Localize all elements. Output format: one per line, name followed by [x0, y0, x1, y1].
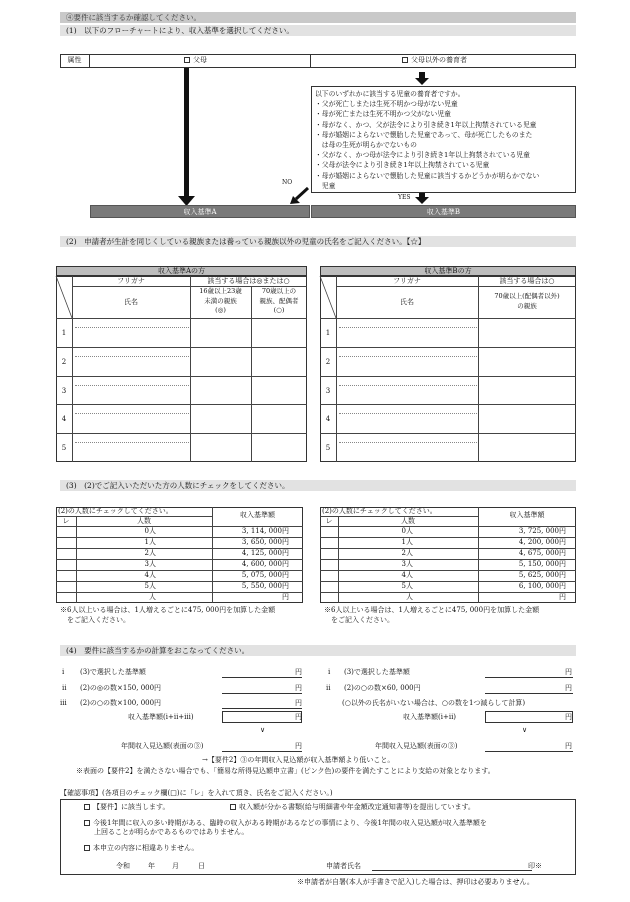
standard-a-bar: 収入基準A — [90, 205, 310, 218]
amount-check-cell[interactable] — [56, 549, 76, 559]
furigana-field[interactable] — [75, 349, 189, 357]
arrow-to-a-shaft — [184, 68, 189, 198]
a-note-line1: ※6人以上いる場合は、1人増えるごとに475, 000円を加算した金額 — [60, 606, 276, 614]
b-people-header: 人数 — [401, 517, 415, 525]
row-number: 1 — [61, 329, 67, 337]
a-col2-line: 70歳以上の — [261, 287, 297, 295]
yen-unit: 円 — [295, 699, 302, 707]
b-note — [324, 605, 539, 625]
b-col-line: 70歳以上(配偶者以外) — [494, 292, 560, 300]
amount-value: 4, 125, 000円 — [241, 549, 289, 557]
calc-b-annual-field[interactable] — [485, 740, 573, 752]
b-note-line2: をご記入ください。 — [324, 616, 394, 624]
confirm-checkbox[interactable] — [84, 804, 90, 810]
a-col2-line: 親族、配偶者 — [259, 296, 299, 305]
no-arrow — [290, 188, 310, 204]
yes-label: YES — [398, 194, 411, 201]
parent-checkbox[interactable] — [184, 57, 190, 63]
yen-unit: 円 — [565, 668, 572, 676]
applicant-label: 申請者氏名 — [326, 862, 361, 870]
name-field[interactable] — [73, 443, 187, 461]
furigana-field[interactable] — [339, 320, 477, 328]
amount-value: 5, 075, 000円 — [241, 571, 289, 579]
furigana-label: フリガナ — [117, 277, 145, 285]
no-label: NO — [282, 179, 293, 186]
confirm-checkbox[interactable] — [84, 845, 90, 851]
furigana-field[interactable] — [75, 378, 189, 386]
s2-title: (2) 申請者が生計を同じくしている親族または養っている親族以外の児童の氏名をご記入ください。【☆】 — [60, 236, 576, 247]
calc-b-annual-label: 年間収入見込額(表面の③) — [375, 742, 458, 750]
check-cell[interactable] — [479, 348, 575, 375]
requirement-2: →【要件2】③の年間収入見込額が収入基準額より低いこと。 — [202, 756, 395, 764]
attribute-divider — [310, 54, 311, 68]
amount-check-cell[interactable] — [320, 527, 338, 537]
a-check-mark: レ — [62, 517, 70, 525]
name-field[interactable] — [73, 414, 187, 432]
check-cell[interactable] — [252, 348, 306, 375]
people-count: 0人 — [144, 527, 156, 535]
month-label: 月 — [172, 862, 179, 870]
amount-check-cell[interactable] — [320, 538, 338, 548]
a-col1-line: 16歳以上23歳 — [199, 287, 242, 295]
calc-b-total-field[interactable] — [485, 711, 573, 723]
amount-value: 4, 200, 000円 — [518, 538, 566, 546]
name-label: 氏名 — [124, 298, 138, 306]
check-cell[interactable] — [252, 377, 306, 404]
other-checkbox[interactable] — [402, 57, 408, 63]
row-number: 2 — [61, 357, 67, 366]
yen-unit: 円 — [295, 742, 302, 750]
calc-a-ii-no: ii — [62, 684, 67, 692]
people-count: 4人 — [144, 571, 156, 579]
furigana-field[interactable] — [339, 435, 477, 443]
name-field[interactable] — [337, 443, 475, 461]
ge-symbol: ∨ — [260, 726, 266, 734]
furigana-field[interactable] — [75, 406, 189, 414]
calc-a-iii-field[interactable] — [222, 697, 302, 709]
table-a-diagonal — [56, 276, 72, 318]
condition-item: は母の生死が明らかでないもの — [315, 141, 417, 150]
people-count: 3人 — [144, 560, 156, 568]
calc-a-i-no: i — [62, 668, 65, 676]
check-cell[interactable] — [479, 377, 575, 404]
standard-b-bar: 収入基準B — [311, 205, 576, 218]
attribute-row — [60, 54, 576, 68]
calc-b-note: (○以外の氏名がいない場合は、○の数を1つ減らして計算) — [342, 699, 526, 707]
condition-item: ・母が死亡または生死不明かつ父がない児童 — [315, 110, 451, 119]
amount-value: 円 — [559, 593, 566, 601]
calc-a-i-field[interactable] — [222, 666, 302, 678]
confirm-title: 【確認事項】(各項目のチェック欄(□)に「レ」を入れて頂き、氏名をご記入ください。) — [60, 789, 333, 797]
condition-item: 児童 — [315, 181, 336, 190]
check-cell[interactable] — [479, 405, 575, 432]
confirm-item-1a[interactable] — [84, 803, 169, 811]
condition-item: ・父がなく、かつ母が法令により引き続き1年以上拘禁されている児童 — [315, 151, 530, 160]
calc-a-ii-label: (2)の◎の数×150, 000円 — [80, 684, 162, 692]
seal-label: 印※ — [528, 862, 542, 870]
b-col-line: の親族 — [517, 301, 537, 310]
calc-a-iii-label: (2)の○の数×100, 000円 — [80, 699, 162, 707]
name-field[interactable] — [337, 328, 475, 346]
name-field[interactable] — [337, 386, 475, 404]
arrow-to-conditions — [415, 72, 429, 85]
confirm-checkbox[interactable] — [84, 820, 90, 826]
check-cell[interactable] — [191, 434, 250, 461]
check-cell[interactable] — [191, 405, 250, 432]
a-note — [60, 605, 275, 625]
people-count: 5人 — [144, 582, 156, 590]
amount-value: 3, 650, 000円 — [241, 538, 289, 546]
people-count: 人 — [149, 593, 156, 601]
calc-a-ii-field[interactable] — [222, 682, 302, 694]
calc-a-annual-label: 年間収入見込額(表面の③) — [121, 742, 204, 750]
b-furigana-label: フリガナ — [393, 277, 421, 285]
amount-value: 5, 550, 000円 — [241, 582, 289, 590]
confirm-item-2[interactable] — [84, 818, 487, 828]
people-count: 1人 — [144, 538, 156, 546]
amount-check-cell[interactable] — [320, 582, 338, 592]
people-count: 5人 — [401, 582, 413, 590]
yen-unit: 円 — [565, 684, 572, 692]
b-note-line1: ※6人以上いる場合は、1人増えるごとに475, 000円を加算した金額 — [324, 606, 540, 614]
check-cell[interactable] — [191, 348, 250, 375]
calc-b-ii-label: (2)の○の数×60, 000円 — [344, 684, 421, 692]
amount-value: 5, 150, 000円 — [518, 560, 566, 568]
calc-a-annual-field[interactable] — [222, 740, 302, 752]
check-cell[interactable] — [191, 319, 250, 346]
people-count: 人 — [406, 593, 413, 601]
confirm-checkbox[interactable] — [230, 804, 236, 810]
calc-a-total-field[interactable] — [222, 711, 302, 723]
name-field[interactable] — [73, 386, 187, 404]
amount-value: 3, 114, 000円 — [241, 527, 289, 535]
s1-title: (1) 以下のフローチャートにより、収入基準を選択してください。 — [60, 25, 576, 36]
row-number: 4 — [325, 415, 331, 424]
condition-intro: 以下のいずれかに該当する児童の養育者ですか。 — [315, 90, 465, 98]
section-header: ④要件に該当するか確認してください。 — [60, 12, 576, 23]
check-cell[interactable] — [252, 405, 306, 432]
s3-title: (3) (2)でご記入いただいた方の人数にチェックをしてください。 — [60, 480, 576, 491]
confirm-item-2-label: 今後1年間に収入の多い時期がある、臨時の収入がある時期があるなどの事情により、今後1年間の収入見込額が収入基準額を — [93, 819, 487, 827]
s4-title: (4) 要件に該当するかの計算をおこなってください。 — [60, 645, 576, 656]
furigana-field[interactable] — [75, 320, 189, 328]
calc-a-total-label: 収入基準額(i+ii+iii) — [128, 713, 194, 721]
a-col2-line: (○) — [273, 306, 285, 314]
a-col2-header — [251, 287, 307, 316]
b-check-mark: レ — [325, 517, 333, 525]
amount-check-cell[interactable] — [56, 571, 76, 581]
amount-check-cell[interactable] — [56, 538, 76, 548]
a-amount-header: 収入基準額 — [240, 511, 275, 519]
amount-value: 5, 625, 000円 — [518, 571, 566, 579]
yen-unit: 円 — [565, 713, 572, 721]
row-number: 5 — [325, 444, 331, 453]
calc-a-iii-no: iii — [60, 699, 67, 707]
people-count: 3人 — [401, 560, 413, 568]
amount-value: 3, 725, 000円 — [518, 527, 566, 535]
amount-check-cell[interactable] — [56, 593, 76, 603]
row-number: 3 — [61, 386, 67, 395]
amount-check-cell[interactable] — [320, 549, 338, 559]
a-check-head: (2)の人数にチェックしてください。 — [58, 507, 173, 515]
row-number: 4 — [61, 415, 67, 424]
a-check-header: 該当する場合は◎または○ — [207, 277, 290, 285]
ge-symbol: ∨ — [522, 726, 528, 734]
confirm-footnote: ※申請者が自署(本人が手書きで記入)した場合は、押印は必要ありません。 — [297, 878, 534, 886]
check-cell[interactable] — [191, 377, 250, 404]
people-count: 2人 — [401, 549, 413, 557]
attribute-label: 属性 — [60, 54, 90, 68]
amount-value: 4, 600, 000円 — [241, 560, 289, 568]
b-check-header: 該当する場合は○ — [499, 277, 555, 285]
check-cell[interactable] — [252, 319, 306, 346]
applicant-name-field[interactable] — [372, 860, 532, 871]
a-note-line2: をご記入ください。 — [60, 616, 130, 624]
row-number: 1 — [325, 329, 331, 337]
name-field[interactable] — [337, 357, 475, 375]
name-field[interactable] — [73, 328, 187, 346]
amount-check-cell[interactable] — [320, 593, 338, 603]
people-count: 4人 — [401, 571, 413, 579]
a-col1-header — [190, 287, 251, 316]
amount-check-cell[interactable] — [56, 527, 76, 537]
furigana-field[interactable] — [339, 406, 477, 414]
yen-unit: 円 — [295, 684, 302, 692]
table-b-diagonal — [320, 276, 336, 318]
name-field[interactable] — [337, 414, 475, 432]
amount-value: 4, 675, 000円 — [518, 549, 566, 557]
confirm-item-1b-label: 収入額が分かる書類(給与明細書や年金額改定通知書等)を提出しています。 — [239, 803, 475, 811]
amount-value: 円 — [282, 593, 289, 601]
calc-note: ※表面の【要件2】を満たさない場合でも、「簡易な所得見込額申立書」(ピンク色)の要件を満たすことにより支給の対象となります。 — [76, 767, 495, 775]
calc-b-ii-field[interactable] — [485, 682, 573, 694]
conditions-box — [311, 86, 576, 193]
b-name-label: 氏名 — [400, 298, 414, 306]
calc-b-total-label: 収入基準額(i+ii) — [403, 713, 457, 721]
furigana-field[interactable] — [75, 435, 189, 443]
table-a-title: 収入基準Aの方 — [56, 266, 307, 276]
row-number: 5 — [61, 444, 67, 453]
b-check-head: (2)の人数にチェックしてください。 — [322, 507, 437, 515]
confirm-item-1a-label: 【要件】に該当します。 — [93, 803, 170, 811]
name-field[interactable] — [73, 357, 187, 375]
yes-arrow — [415, 193, 429, 204]
amount-value: 6, 100, 000円 — [518, 582, 566, 590]
b-col-header — [478, 292, 576, 311]
people-count: 0人 — [401, 527, 413, 535]
yen-unit: 円 — [295, 668, 302, 676]
amount-check-cell[interactable] — [56, 582, 76, 592]
row-number: 2 — [325, 357, 331, 366]
confirm-item-2b-label: 上回ることが明らかであるものではありません。 — [94, 828, 249, 836]
condition-item: ・父が死亡しまたは生死不明かつ母がない児童 — [315, 100, 458, 109]
row-number: 3 — [325, 386, 331, 395]
furigana-field[interactable] — [339, 378, 477, 386]
check-cell[interactable] — [479, 434, 575, 461]
a-people-header: 人数 — [137, 517, 151, 525]
condition-item: ・母がなく、かつ、父が法令により引き続き1年以上拘禁されている児童 — [315, 120, 537, 129]
calc-a-i-label: (3)で選択した基準額 — [80, 668, 146, 676]
table-b-title: 収入基準Bの方 — [320, 266, 576, 276]
check-cell[interactable] — [479, 319, 575, 346]
check-cell[interactable] — [252, 434, 306, 461]
people-count: 2人 — [144, 549, 156, 557]
calc-b-i-no: i — [328, 668, 331, 676]
condition-item: ・母が婚姻によらないで懐胎した児童に該当するかどうかが明らかでない — [315, 171, 540, 180]
day-label: 日 — [198, 862, 205, 870]
yen-unit: 円 — [295, 713, 302, 721]
furigana-field[interactable] — [339, 349, 477, 357]
option-other[interactable] — [402, 56, 467, 64]
calc-b-i-field[interactable] — [485, 666, 573, 678]
a-col1-line: 未満の親族 — [204, 296, 237, 305]
b-amount-header: 収入基準額 — [509, 511, 545, 519]
amount-check-cell[interactable] — [320, 571, 338, 581]
table-b-hline — [336, 286, 576, 287]
condition-item: ・父母が法令により引き続き1年以上拘禁されている児童 — [315, 161, 490, 170]
people-count: 1人 — [401, 538, 413, 546]
yen-unit: 円 — [565, 742, 572, 750]
calc-b-i-label: (3)で選択した基準額 — [344, 668, 410, 676]
condition-item: ・母が婚姻によらないで懐胎した児童であって、母が死亡したものまた — [315, 130, 533, 139]
calc-b-ii-no: ii — [326, 684, 331, 692]
era-label: 令和 — [116, 862, 130, 870]
option-other-label: 父母以外の養育者 — [411, 56, 467, 64]
confirm-item-3[interactable] — [84, 844, 198, 852]
option-parent-label: 父母 — [193, 56, 207, 64]
confirm-item-3-label: 本申立の内容に相違ありません。 — [93, 844, 199, 852]
confirm-item-1b[interactable] — [230, 803, 475, 811]
amount-check-cell[interactable] — [320, 560, 338, 570]
amount-check-cell[interactable] — [56, 560, 76, 570]
option-parent[interactable] — [184, 56, 207, 64]
year-label: 年 — [148, 862, 155, 870]
a-col1-line: (◎) — [215, 306, 226, 314]
